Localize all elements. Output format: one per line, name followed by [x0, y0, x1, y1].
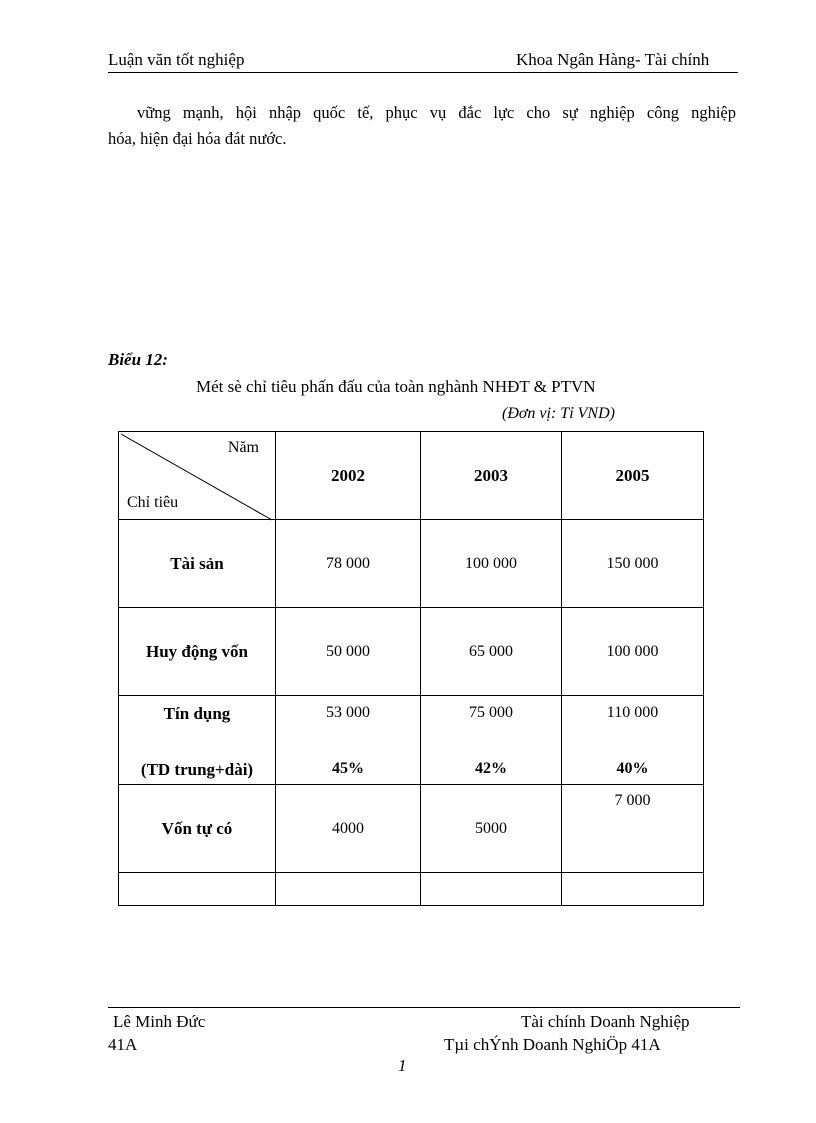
table-cell: 65 000 — [421, 608, 562, 696]
cell-subvalue: 40% — [616, 760, 649, 777]
figure-unit: (Đơn vị: Tỉ VND) — [502, 405, 615, 422]
cell-subvalue: 42% — [475, 760, 507, 777]
page-number: 1 — [398, 1056, 407, 1075]
header-right-title: Khoa Ngân Hàng- Tài chính — [516, 50, 710, 69]
table-corner-cell — [119, 432, 276, 520]
figure-title: Mét sè chỉ tiêu phấn đấu của toàn nghành NHĐT & PTVN — [196, 377, 596, 396]
year-header: 2005 — [562, 432, 704, 520]
cell-value: 110 000 — [606, 704, 659, 721]
table-row — [119, 520, 704, 608]
table-cell — [421, 873, 562, 906]
body-paragraph — [108, 100, 736, 152]
cell-value: 75 000 — [469, 704, 513, 721]
footer-department: Tài chính Doanh Nghiệp — [521, 1012, 690, 1031]
table-cell: 50 000 — [276, 608, 421, 696]
body-line-1: vững mạnh, hội nhập quốc tế, phục vụ đắc lực cho sự nghiệp công nghiệp — [137, 103, 736, 122]
cell-value: 53 000 — [326, 704, 370, 721]
footer-class: 41A — [108, 1035, 138, 1054]
table-cell: 4000 — [276, 785, 421, 873]
table-cell — [562, 873, 704, 906]
table-empty-row — [119, 873, 704, 906]
table-cell — [276, 696, 421, 785]
table-cell: 100 000 — [562, 608, 704, 696]
table-row — [119, 696, 704, 785]
table-row — [119, 608, 704, 696]
table-cell — [421, 696, 562, 785]
header-left-title: Luận văn tốt nghiệp — [108, 50, 245, 69]
row-label: Tín dụng — [163, 704, 231, 723]
cell-value: 7 000 — [614, 792, 651, 809]
year-header: 2002 — [276, 432, 421, 520]
table-cell — [562, 785, 704, 873]
footer-divider — [108, 1007, 740, 1008]
row-label: Huy động vốn — [119, 608, 276, 696]
body-line-2: hóa, hiện đại hóa đát nước. — [108, 129, 287, 148]
table-cell — [562, 696, 704, 785]
table-cell: 78 000 — [276, 520, 421, 608]
header-divider — [108, 72, 738, 73]
corner-indicator-label: Chỉ tiêu — [127, 494, 179, 511]
table-cell — [119, 873, 276, 906]
footer-department-garbled: Tµi chÝnh Doanh NghiÖp 41A — [444, 1035, 661, 1054]
cell-subvalue: 45% — [332, 760, 364, 777]
table-cell — [276, 873, 421, 906]
corner-year-label: Năm — [227, 439, 259, 456]
row-label-cell — [119, 696, 276, 785]
figure-label: Biểu 12: — [108, 350, 168, 369]
row-sublabel: (TD trung+dài) — [140, 760, 254, 779]
table-row — [119, 785, 704, 873]
targets-table — [118, 431, 703, 908]
table-cell: 100 000 — [421, 520, 562, 608]
footer-author: Lê Minh Đức — [113, 1012, 206, 1031]
row-label: Tài sản — [119, 520, 276, 608]
table-cell: 150 000 — [562, 520, 704, 608]
year-header: 2003 — [421, 432, 562, 520]
table-cell: 5000 — [421, 785, 562, 873]
row-label: Vốn tự có — [119, 785, 276, 873]
table-header-row — [119, 432, 704, 520]
